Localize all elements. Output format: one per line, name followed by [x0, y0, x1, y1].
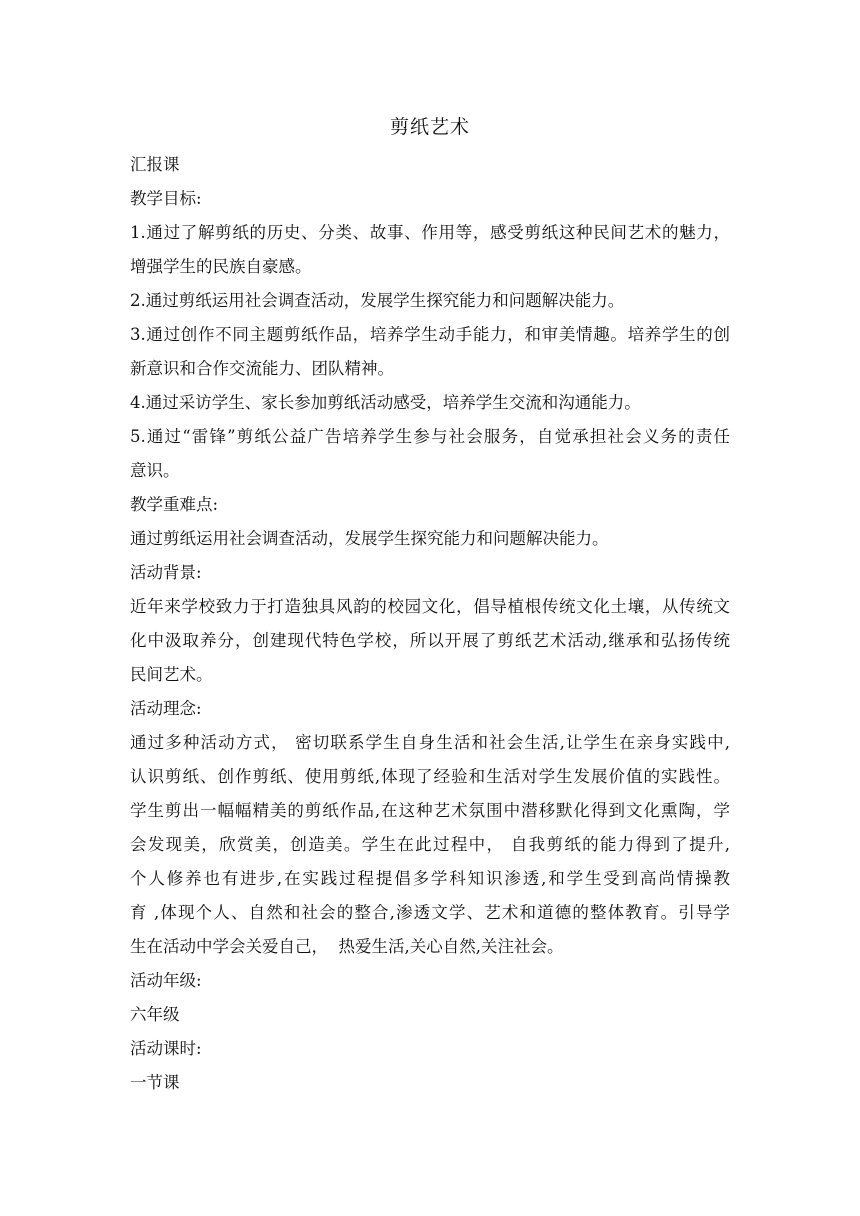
text-line: 认识剪纸、创作剪纸、使用剪纸,体现了经验和生活对学生发展价值的实践性。: [130, 767, 730, 786]
document-body: [130, 148, 730, 1100]
section-heading: 教学重难点:: [130, 495, 219, 514]
text-line: 1.通过了解剪纸的历史、分类、故事、作用等，感受剪纸这种民间艺术的魅力，: [130, 223, 730, 242]
text-line: 会发现美，欣赏美，创造美。学生在此过程中， 自我剪纸的能力得到了提升,: [130, 835, 730, 854]
section-heading: 活动课时:: [130, 1039, 202, 1058]
text-line: 一节课: [130, 1073, 180, 1092]
text-line: 3.通过创作不同主题剪纸作品，培养学生动手能力，和审美情趣。培养学生的创: [130, 325, 730, 344]
text-line: 学生剪出一幅幅精美的剪纸作品,在这种艺术氛围中潜移默化得到文化熏陶，学: [130, 801, 730, 820]
text-line: 生在活动中学会关爱自己， 热爱生活,关心自然,关注社会。: [130, 937, 564, 956]
section-heading: 活动理念:: [130, 699, 202, 718]
document-title: 剪纸艺术: [389, 116, 470, 138]
text-line: 六年级: [130, 1005, 180, 1024]
section-heading: 活动背景:: [130, 563, 202, 582]
section-heading: 教学目标:: [130, 189, 202, 208]
text-line: 近年来学校致力于打造独具风韵的校园文化，倡导植根传统文化土壤，从传统文: [130, 597, 730, 616]
text-line: 2.通过剪纸运用社会调查活动，发展学生探究能力和问题解决能力。: [130, 291, 625, 310]
text-line: 通过剪纸运用社会调查活动，发展学生探究能力和问题解决能力。: [130, 529, 609, 548]
text-line: 通过多种活动方式， 密切联系学生自身生活和社会生活,让学生在亲身实践中,: [130, 733, 730, 752]
text-line: 民间艺术。: [130, 665, 213, 684]
text-line: 4.通过采访学生、家长参加剪纸活动感受，培养学生交流和沟通能力。: [130, 393, 641, 412]
text-line: 育 ,体现个人、自然和社会的整合,渗透文学、艺术和道德的整体教育。引导学: [130, 903, 730, 922]
text-line: 增强学生的民族自豪感。: [130, 257, 312, 276]
text-line: 个人修养也有进步,在实践过程提倡多学科知识渗透,和学生受到高尚情操教: [130, 869, 730, 888]
text-line: 化中汲取养分，创建现代特色学校，所以开展了剪纸艺术活动,继承和弘扬传统: [130, 631, 730, 650]
text-line: 意识。: [130, 461, 180, 480]
section-heading: 活动年级:: [130, 971, 202, 990]
text-line: 新意识和合作交流能力、团队精神。: [130, 359, 394, 378]
text-line: 汇报课: [130, 155, 180, 174]
text-line: 5.通过“雷锋”剪纸公益广告培养学生参与社会服务，自觉承担社会义务的责任: [130, 427, 730, 446]
